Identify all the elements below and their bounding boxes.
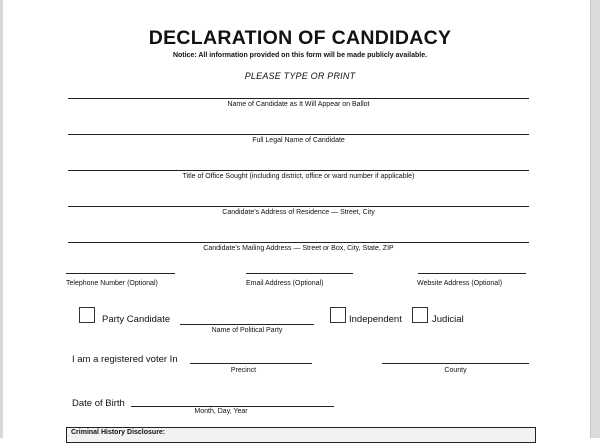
form-title: DECLARATION OF CANDIDACY [148, 27, 452, 49]
scrollbar[interactable] [590, 0, 600, 438]
email-caption: Email Address (Optional) [246, 280, 324, 287]
telephone-caption: Telephone Number (Optional) [66, 280, 158, 287]
party-candidate-label: Party Candidate [102, 314, 171, 325]
precinct-caption: Precinct [230, 367, 257, 374]
judicial-label: Judicial [432, 314, 464, 325]
independent-label: Independent [349, 314, 402, 325]
party-name-field[interactable] [180, 324, 314, 325]
residence-address-caption: Candidate’s Address of Residence — Street, City [222, 209, 375, 216]
date-of-birth-label: Date of Birth [72, 398, 125, 409]
instruction-text: PLEASE TYPE OR PRINT [244, 71, 356, 81]
left-border [0, 0, 3, 438]
date-of-birth-caption: Month, Day, Year [194, 408, 248, 415]
mailing-address-field[interactable] [68, 242, 529, 243]
party-candidate-checkbox[interactable] [79, 307, 95, 323]
ballot-name-caption: Name of Candidate as It Will Appear on Ballot [227, 101, 370, 108]
office-sought-caption: Title of Office Sought (including district, office or ward number if applicable) [182, 173, 415, 180]
date-of-birth-field[interactable] [131, 406, 334, 407]
ballot-name-field[interactable] [68, 98, 529, 99]
publicity-notice: Notice: All information provided on this form will be made publicly available. [172, 52, 428, 59]
legal-name-field[interactable] [68, 134, 529, 135]
website-field[interactable] [418, 273, 526, 274]
party-name-caption: Name of Political Party [211, 327, 283, 334]
criminal-history-heading: Criminal History Disclosure: [71, 429, 166, 436]
telephone-field[interactable] [66, 273, 175, 274]
county-field[interactable] [382, 363, 529, 364]
legal-name-caption: Full Legal Name of Candidate [252, 137, 345, 144]
precinct-field[interactable] [190, 363, 312, 364]
judicial-checkbox[interactable] [412, 307, 428, 323]
email-field[interactable] [246, 273, 353, 274]
county-caption: County [444, 367, 467, 374]
criminal-history-section [66, 427, 536, 443]
mailing-address-caption: Candidate’s Mailing Address — Street or Box, City, State, ZIP [203, 245, 394, 252]
registered-voter-label: I am a registered voter In [72, 354, 178, 365]
independent-checkbox[interactable] [330, 307, 346, 323]
residence-address-field[interactable] [68, 206, 529, 207]
office-sought-field[interactable] [68, 170, 529, 171]
website-caption: Website Address (Optional) [417, 280, 503, 287]
